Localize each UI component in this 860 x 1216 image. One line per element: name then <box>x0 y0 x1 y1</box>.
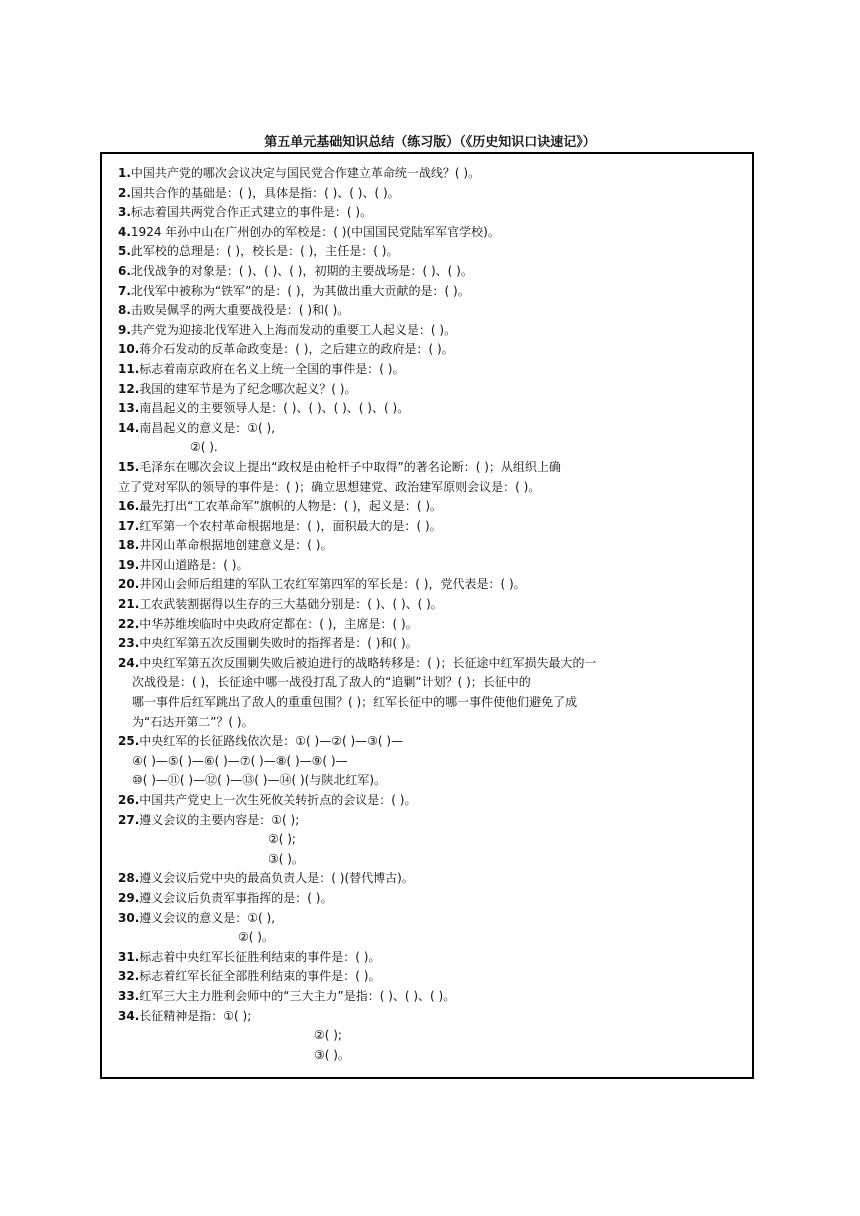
question-line <box>118 458 744 478</box>
question-line <box>118 889 744 909</box>
question-number: 13. <box>118 401 140 416</box>
question-number: 28. <box>118 871 140 886</box>
question-number: 33. <box>118 988 140 1003</box>
question-number: 3. <box>118 205 131 220</box>
question-text: ②( )。 <box>238 930 274 945</box>
question-list <box>118 164 744 1065</box>
question-line <box>118 478 744 498</box>
question-line <box>118 419 744 439</box>
question-line <box>118 752 744 772</box>
question-text: 红军第一个农村革命根据地是：( )，面积最大的是：( )。 <box>139 518 442 533</box>
question-text: 井冈山革命根据地创建意义是：( )。 <box>139 538 333 553</box>
question-text: ②( ). <box>190 440 218 455</box>
question-number: 11. <box>118 361 140 376</box>
question-text: 遵义会议后党中央的最高负责人是：( )(替代博古)。 <box>139 871 414 886</box>
question-line <box>118 164 744 184</box>
question-line <box>118 536 744 556</box>
question-line <box>118 909 744 929</box>
question-number: 9. <box>118 322 131 337</box>
question-number: 30. <box>118 910 140 925</box>
question-line <box>118 282 744 302</box>
question-text: 中央红军的长征路线依次是：①( )—②( )—③( )— <box>139 734 404 749</box>
question-text: 中央红军第五次反围剿失败后被迫进行的战略转移是：( )；长征途中红军损失最大的一 <box>139 655 597 670</box>
question-number: 19. <box>118 557 140 572</box>
question-line <box>118 1026 744 1046</box>
question-text: 遵义会议后负责军事指挥的是：( )。 <box>139 890 333 905</box>
question-text: 标志着红军长征全部胜利结束的事件是：( )。 <box>139 969 381 984</box>
question-number: 18. <box>118 538 140 553</box>
question-line <box>118 713 744 733</box>
question-number: 15. <box>118 459 140 474</box>
question-number: 27. <box>118 812 140 827</box>
question-line <box>118 948 744 968</box>
question-text: 毛泽东在哪次会议上提出“政权是由枪杆子中取得”的著名论断：( )；从组织上确 <box>139 459 561 474</box>
question-line <box>118 850 744 870</box>
question-text: 中国共产党的哪次会议决定与国民党合作建立革命统一战线？( )。 <box>130 166 481 180</box>
question-text: 标志着南京政府在名义上统一全国的事件是：( )。 <box>139 361 405 376</box>
question-text: 我国的建军节是为了纪念哪次起义？( )。 <box>139 381 357 396</box>
question-text: ②( ); <box>314 1028 342 1043</box>
page-title: 第五单元基础知识总结（练习版）（《历史知识口诀速记》） <box>264 135 596 150</box>
question-number: 14. <box>118 420 140 435</box>
question-text: 遵义会议的意义是：①( ), <box>139 910 276 925</box>
question-line <box>118 184 744 204</box>
question-text: 蒋介石发动的反革命政变是：( )，之后建立的政府是：( )。 <box>139 342 454 357</box>
question-number: 12. <box>118 381 140 396</box>
question-line <box>118 1007 744 1027</box>
question-text: 击败吴佩孚的两大重要战役是：( )和( )。 <box>130 303 350 318</box>
question-number: 20. <box>118 577 140 592</box>
question-text: 共产党为迎接北伐军进入上海而发动的重要工人起义是：( )。 <box>130 322 457 337</box>
question-text: 北伐战争的对象是：( )、( )、( )，初期的主要战场是：( )、( )。 <box>130 263 473 278</box>
question-line <box>118 693 744 713</box>
question-number: 32. <box>118 969 140 984</box>
question-line <box>118 732 744 752</box>
question-text: 为“石达开第二”？( )。 <box>132 714 254 729</box>
question-text: ②( ); <box>268 832 296 847</box>
question-line <box>118 438 744 458</box>
question-line <box>118 242 744 262</box>
question-line <box>118 517 744 537</box>
question-number: 4. <box>118 224 131 239</box>
question-text: 中国共产党史上一次生死攸关转折点的会议是：( )。 <box>139 793 417 807</box>
question-text: ⑩( )—⑪( )—⑫( )—⑬( )—⑭( )(与陕北红军)。 <box>132 773 387 788</box>
question-text: 1924 年孙中山在广州创办的军校是：( )(中国国民党陆军军官学校)。 <box>130 224 500 239</box>
question-text: 长征精神是指：①( ); <box>139 1008 252 1023</box>
question-number: 22. <box>118 616 140 631</box>
question-text: 中央红军第五次反围剿失败时的指挥者是：( )和( )。 <box>139 636 418 651</box>
question-line <box>118 615 744 635</box>
question-text: 哪一事件后红军跳出了敌人的重重包围？( )；红军长征中的哪一事件使他们避免了成 <box>132 695 578 710</box>
question-number: 17. <box>118 518 140 533</box>
question-text: ④( )—⑤( )—⑥( )—⑦( )—⑧( )—⑨( )— <box>132 753 348 768</box>
question-text: 南昌起义的主要领导人是：( )、( )、( )、( )、( )。 <box>139 401 410 416</box>
question-line <box>118 360 744 380</box>
question-text: 此军校的总理是：( )，校长是：( )，主任是：( )。 <box>130 244 399 259</box>
question-text: 标志着中央红军长征胜利结束的事件是：( )。 <box>139 949 381 964</box>
question-text: 南昌起义的意义是：①( ), <box>139 420 276 435</box>
question-line <box>118 321 744 341</box>
question-number: 7. <box>118 283 131 298</box>
question-number: 34. <box>118 1008 140 1023</box>
question-text: 红军三大主力胜利会师中的“三大主力”是指：( )、( )、( )。 <box>139 988 456 1003</box>
question-line <box>118 869 744 889</box>
question-text: 最先打出“工农革命军”旗帜的人物是：( )，起义是：( )。 <box>139 499 443 514</box>
question-number: 29. <box>118 890 140 905</box>
question-line <box>118 223 744 243</box>
question-text: 国共合作的基础是：( )，具体是指：( )、( )、( )。 <box>130 185 400 200</box>
question-text: 井冈山道路是：( )。 <box>139 557 249 572</box>
question-number: 10. <box>118 342 140 357</box>
question-line <box>118 399 744 419</box>
question-number: 8. <box>118 303 131 318</box>
question-line <box>118 830 744 850</box>
question-number: 24. <box>118 655 140 670</box>
question-number: 31. <box>118 949 140 964</box>
question-line <box>118 654 744 674</box>
question-line <box>118 203 744 223</box>
question-number: 25. <box>118 734 140 749</box>
question-line <box>118 380 744 400</box>
question-text: ③( )。 <box>268 851 304 866</box>
question-number: 5. <box>118 244 131 259</box>
question-text: 遵义会议的主要内容是：①( ); <box>139 812 300 827</box>
question-text: 次战役是：( )，长征途中哪一战役打乱了敌人的“追剿”计划？( )；长征中的 <box>132 675 531 690</box>
question-number: 2. <box>118 185 131 200</box>
worksheet-box <box>100 152 754 1079</box>
question-line <box>118 634 744 654</box>
question-line <box>118 967 744 987</box>
question-number: 6. <box>118 263 131 278</box>
question-text: 立了党对军队的领导的事件是：( )；确立思想建党、政治建军原则会议是：( )。 <box>118 479 541 494</box>
question-line <box>118 771 744 791</box>
question-line <box>118 340 744 360</box>
question-text: 标志着国共两党合作正式建立的事件是：( )。 <box>130 205 373 220</box>
question-text: 工农武装割据得以生存的三大基础分别是：( )、( )、( )。 <box>139 597 443 612</box>
question-line <box>118 497 744 517</box>
question-line <box>118 928 744 948</box>
question-line <box>118 673 744 693</box>
question-line <box>118 791 744 811</box>
question-line <box>118 1046 744 1066</box>
question-line <box>118 575 744 595</box>
question-text: 井冈山会师后组建的军队工农红军第四军的军长是：( )，党代表是：( )。 <box>139 577 526 592</box>
question-line <box>118 556 744 576</box>
question-line <box>118 987 744 1007</box>
question-number: 21. <box>118 597 140 612</box>
question-text: ③( )。 <box>314 1047 350 1062</box>
question-line <box>118 262 744 282</box>
question-line <box>118 595 744 615</box>
question-line <box>118 301 744 321</box>
question-text: 北伐军中被称为“铁军”的是：( )，为其做出重大贡献的是：( )。 <box>130 283 470 298</box>
question-number: 1. <box>118 166 131 180</box>
question-text: 中华苏维埃临时中央政府定都在：( )，主席是：( )。 <box>139 616 418 631</box>
question-number: 16. <box>118 499 140 514</box>
question-number: 23. <box>118 636 140 651</box>
question-line <box>118 811 744 831</box>
question-number: 26. <box>118 793 140 807</box>
